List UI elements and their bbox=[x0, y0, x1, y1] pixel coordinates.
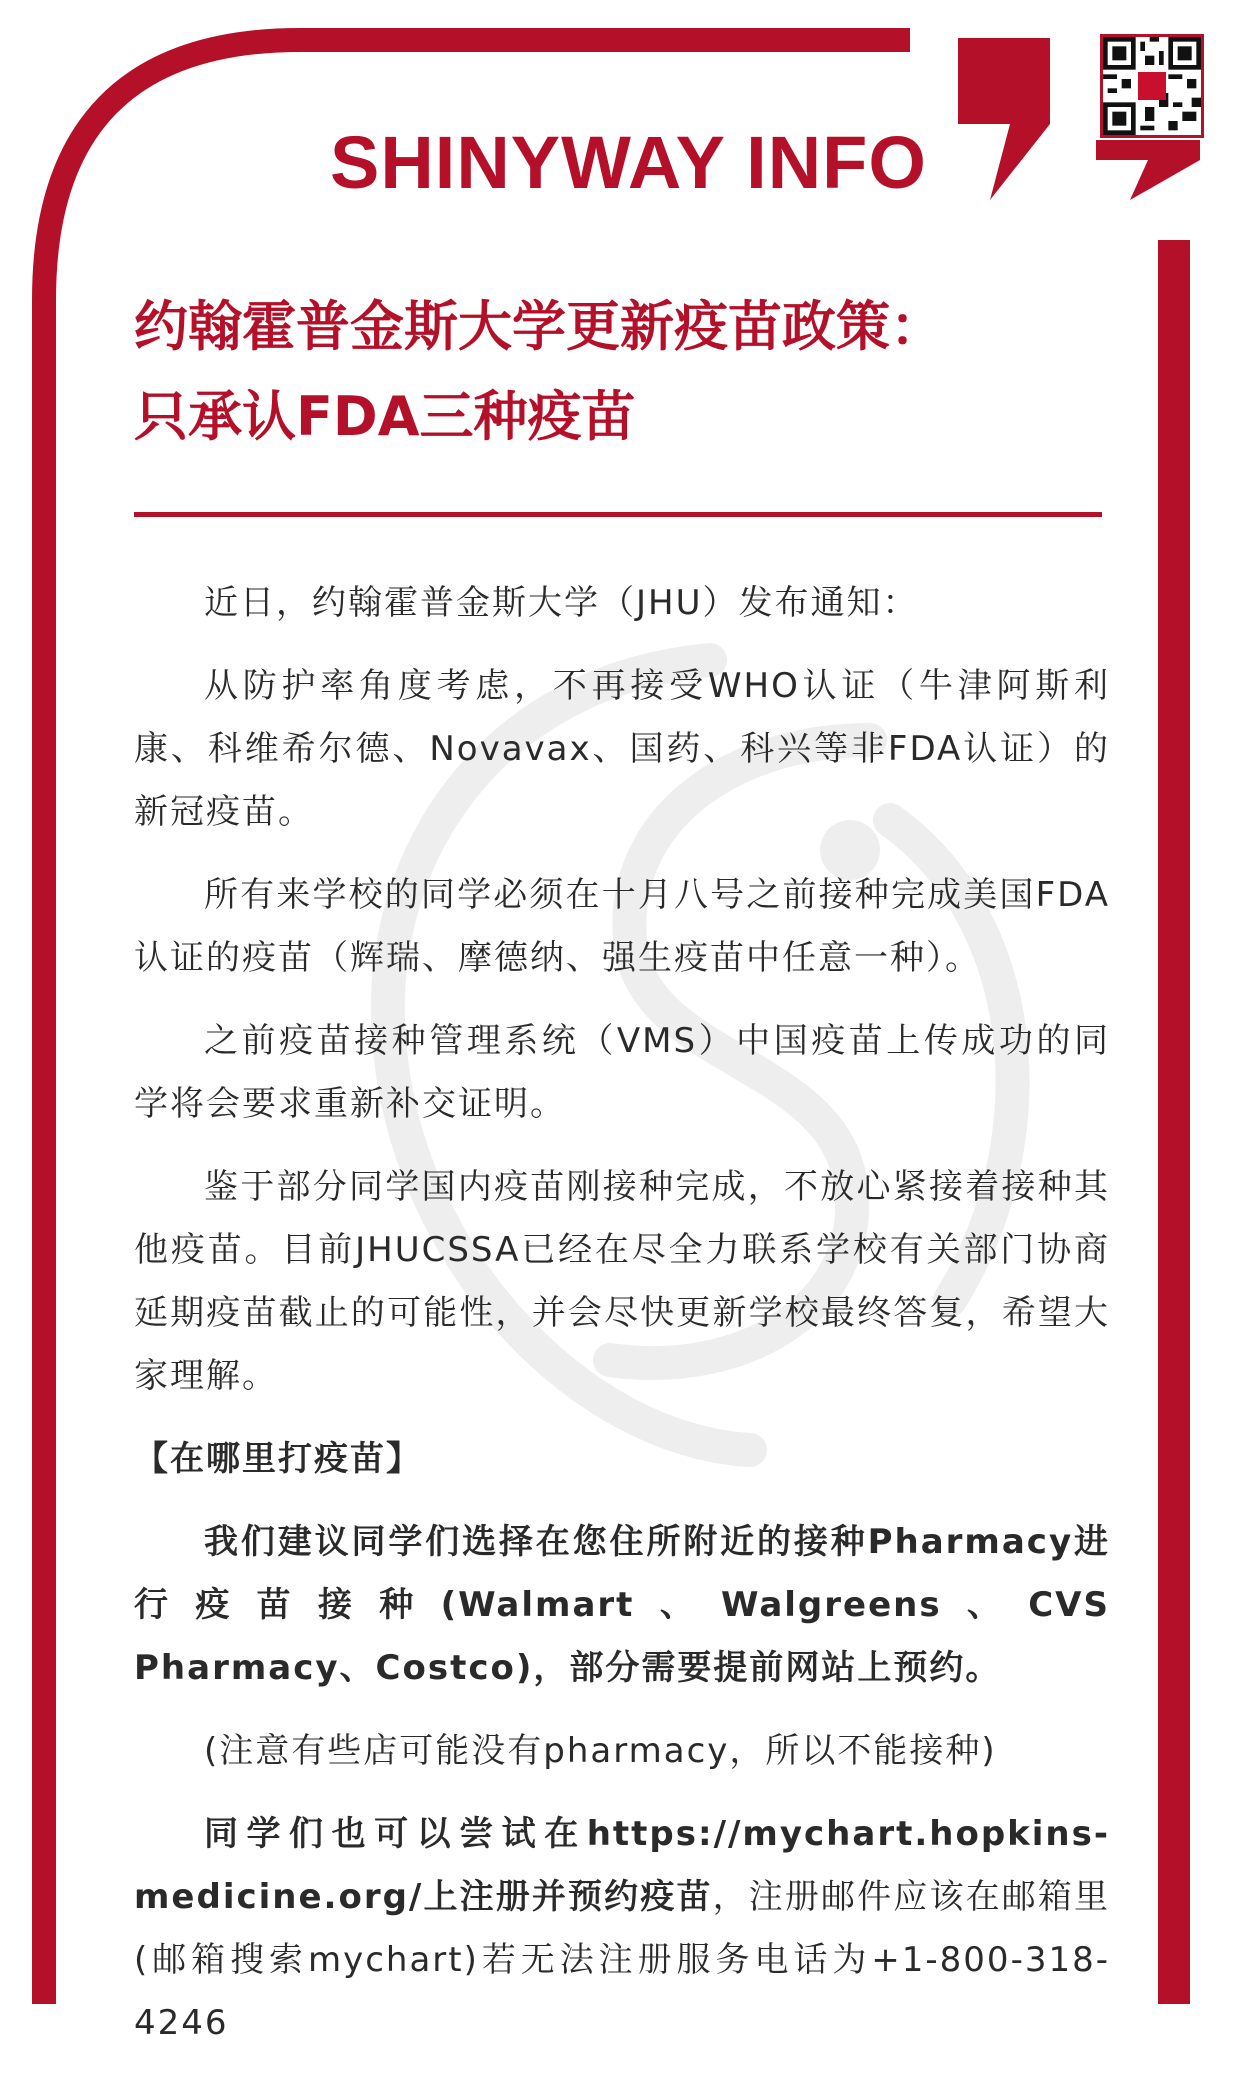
mychart-link-text[interactable]: 同学们也可以尝试在https://mychart.hopkins-medicine.org/上注册并预约疫苗 bbox=[134, 1814, 1110, 1917]
paragraph-policy: 从防护率角度考虑，不再接受WHO认证（牛津阿斯利康、科维希尔德、Novavax、国药、科兴等非FDA认证）的新冠疫苗。 bbox=[134, 666, 1110, 832]
paragraph-note: (注意有些店可能没有pharmacy，所以不能接种) bbox=[204, 1731, 997, 1771]
headline-line-2: 只承认FDA三种疫苗 bbox=[134, 385, 636, 448]
brand-title: SHINYWAY INFO bbox=[330, 121, 927, 204]
paragraph-deadline: 所有来学校的同学必须在十月八号之前接种完成美国FDA认证的疫苗（辉瑞、摩德纳、强生疫苗中任意一种）。 bbox=[134, 875, 1110, 978]
section-heading: 【在哪里打疫苗】 bbox=[134, 1439, 422, 1479]
title-divider bbox=[134, 512, 1102, 517]
headline-line-1: 约翰霍普金斯大学更新疫苗政策： bbox=[134, 295, 944, 358]
paragraph-cssa: 鉴于部分同学国内疫苗刚接种完成，不放心紧接着接种其他疫苗。目前JHUCSSA已经在尽全力联系学校有关部门协商延期疫苗截止的可能性，并会尽快更新学校最终答复，希望大家理解。 bbox=[134, 1167, 1110, 1396]
paragraph-intro: 近日，约翰霍普金斯大学（JHU）发布通知： bbox=[204, 583, 919, 623]
paragraph-mychart bbox=[134, 1803, 1110, 2055]
qr-quote-tail bbox=[1096, 140, 1200, 200]
article-headline bbox=[134, 282, 1124, 462]
right-frame-bar bbox=[1158, 240, 1190, 2004]
qr-code-icon bbox=[1103, 37, 1201, 135]
paragraph-vms: 之前疫苗接种管理系统（VMS）中国疫苗上传成功的同学将会要求重新补交证明。 bbox=[134, 1021, 1110, 1124]
article-body bbox=[134, 572, 1110, 2075]
qr-code[interactable] bbox=[1100, 34, 1204, 138]
mychart-rest: ，注册邮件应该在邮箱里(邮箱搜索mychart)若无法注册服务电话为+1-800-318-4246 bbox=[134, 1877, 1110, 2043]
paragraph-pharmacy: 我们建议同学们选择在您住所附近的接种Pharmacy进行疫苗接种(Walmart、Walgreens、CVS Pharmacy、Costco)，部分需要提前网站上预约。 bbox=[134, 1522, 1110, 1688]
quote-mark-shape bbox=[958, 38, 1050, 200]
